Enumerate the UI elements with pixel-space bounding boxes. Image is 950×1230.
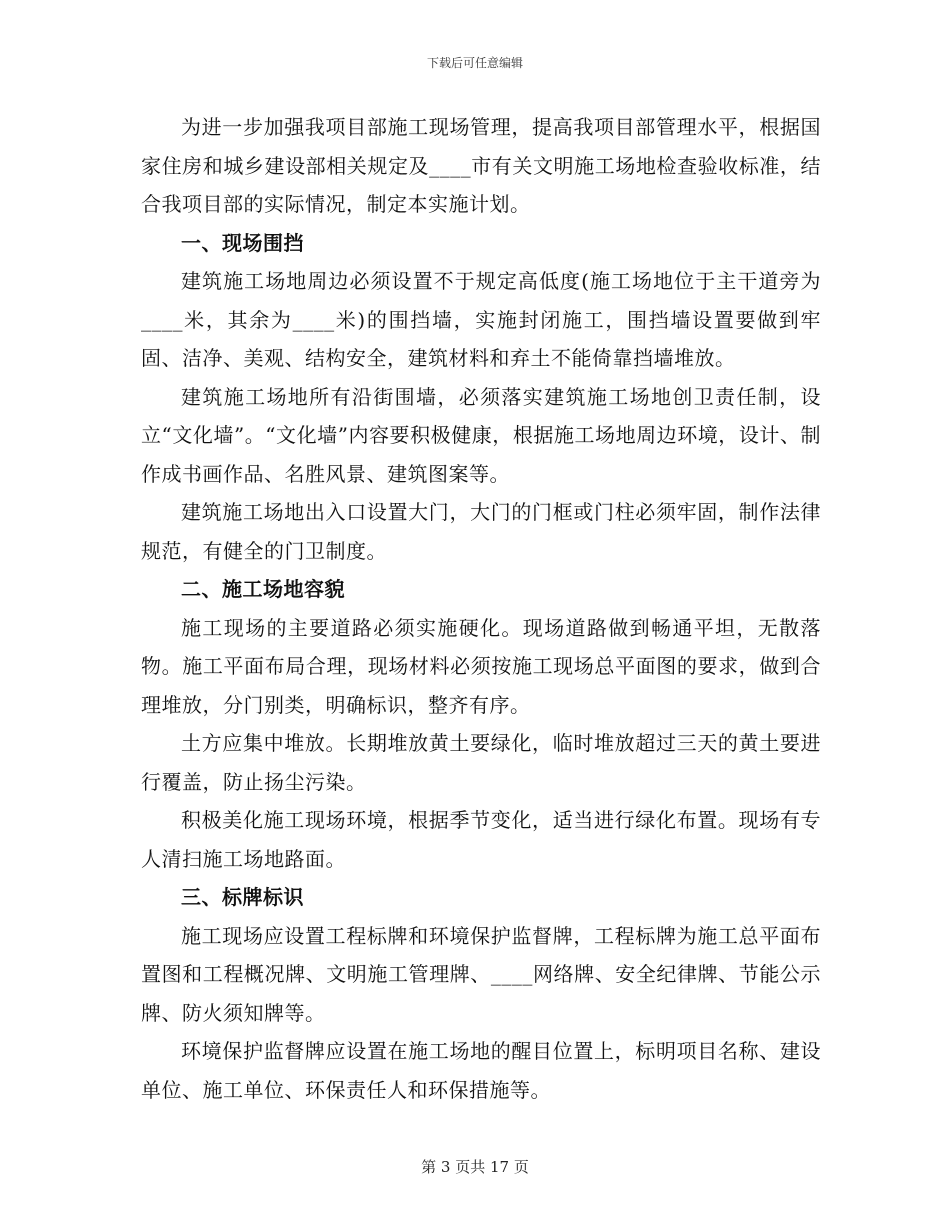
section2-paragraph-3: 积极美化施工现场环境，根据季节变化，适当进行绿化布置。现场有专人清扫施工场地路面。 — [141, 808, 821, 871]
intro-paragraph: 为进一步加强我项目部施工现场管理，提高我项目部管理水平，根据国家住房和城乡建设部相关规定及____市有关文明施工场地检查验收标准，结合我项目部的实际情况，制定本实施计划。 — [141, 115, 821, 216]
document-body — [141, 108, 821, 1109]
section3-paragraph-2: 环境保护监督牌应设置在施工场地的醒目位置上，标明项目名称、建设单位、施工单位、环保责任人和环保措施等。 — [141, 1039, 821, 1102]
section1-paragraph-3: 建筑施工场地出入口设置大门，大门的门框或门柱必须牢固，制作法律规范，有健全的门卫制度。 — [141, 500, 821, 563]
section1-paragraph-2: 建筑施工场地所有沿街围墙，必须落实建筑施工场地创卫责任制，设立“文化墙”。“文化墙”内容要积极健康，根据施工场地周边环境，设计、制作成书画作品、名胜风景、建筑图案等。 — [141, 384, 821, 486]
section1-paragraph-1: 建筑施工场地周边必须设置不于规定高低度(施工场地位于主干道旁为____米，其余为____米)的围挡墙，实施封闭施工，围挡墙设置要做到牢固、洁净、美观、结构安全，建筑材料和弃土不能倚靠挡墙堆放。 — [141, 269, 821, 370]
section-heading-3: 三、标牌标识 — [181, 885, 304, 909]
section2-paragraph-1: 施工现场的主要道路必须实施硬化。现场道路做到畅通平坦，无散落物。施工平面布局合理，现场材料必须按施工现场总平面图的要求，做到合理堆放，分门别类，明确标识，整齐有序。 — [141, 615, 821, 717]
section-heading-1: 一、现场围挡 — [181, 230, 304, 255]
section-heading-2: 二、施工场地容貌 — [181, 577, 345, 601]
header-note: 下载后可任意编辑 — [426, 56, 523, 70]
page-footer: 第 3 页共 17 页 — [421, 1158, 529, 1176]
section2-paragraph-2: 土方应集中堆放。长期堆放黄土要绿化，临时堆放超过三天的黄土要进行覆盖，防止扬尘污染。 — [141, 731, 821, 794]
section3-paragraph-1: 施工现场应设置工程标牌和环境保护监督牌，工程标牌为施工总平面布置图和工程概况牌、文明施工管理牌、____网络牌、安全纪律牌、节能公示牌、防火须知牌等。 — [141, 923, 821, 1025]
